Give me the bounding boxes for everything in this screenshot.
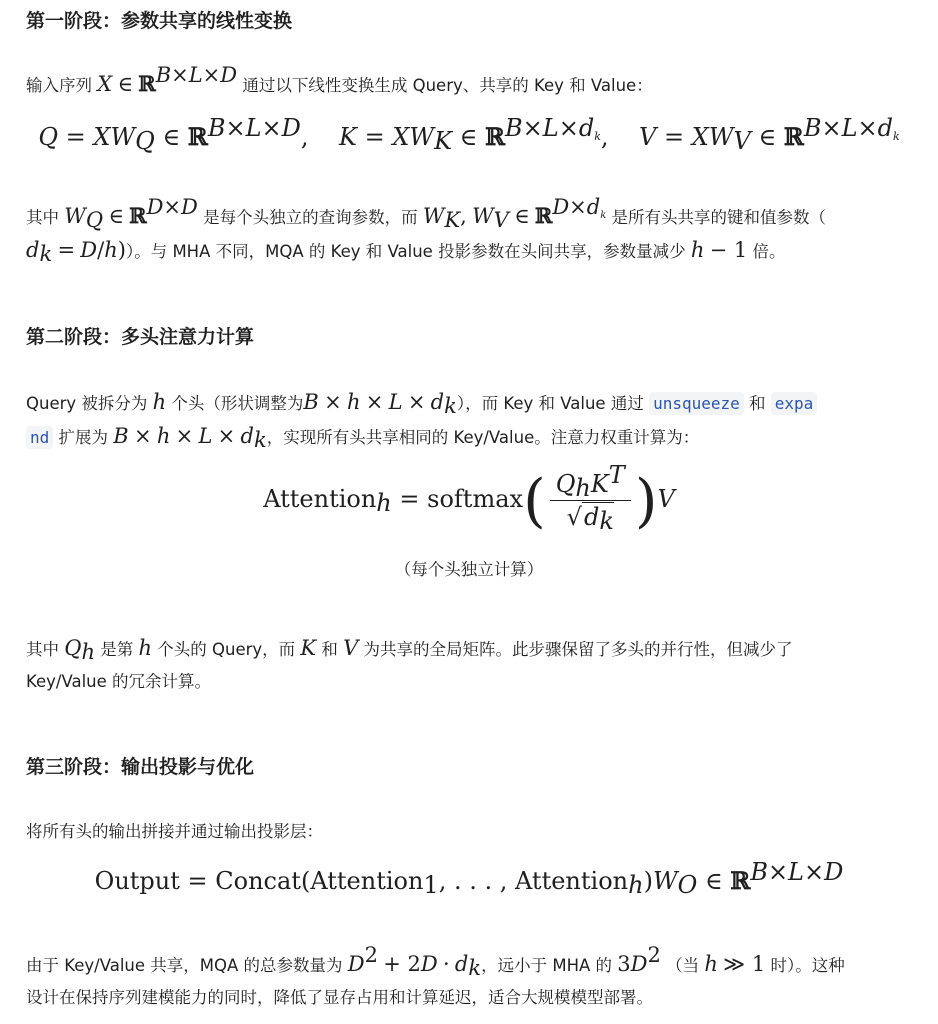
shared-matrix-paragraph: 其中 $Q_h$ 是第 h 个头的 Query，而 K 和 V 为共享的全局矩阵。此步骤保留了多头的并行性，但减少了 Key/Value 的冗余计算。 <box>26 636 793 691</box>
equation-output: Output = Concat(Attention$_1$, . . . , $Attention_h)W_O$ ∈ ℝ$^{B\times L\times D}$ <box>94 858 844 899</box>
section-3-p1 <box>26 816 926 848</box>
section-1-heading: 第一阶段：参数共享的线性变换 <box>26 10 293 32</box>
equation-qkv: $Q = XW_Q$ ∈ ℝ$^{B\times L\times D}$, $K = XW_K$ ∈ ℝ$^{B\times L\times d_k}$, $V = XW_V$ ∈ ℝ$^{B\times L\times d_k}$ <box>38 114 900 155</box>
section-2-heading: 第二阶段：多头注意力计算 <box>26 326 255 348</box>
section-2 <box>26 324 926 350</box>
code-unsqueeze: unsqueeze <box>649 392 744 415</box>
concat-intro: 将所有头的输出拼接并通过输出投影层： <box>26 822 323 841</box>
section-2-p2 <box>26 632 926 698</box>
section-3-p2 <box>26 943 926 1014</box>
param-count-paragraph: 由于 Key/Value 共享，MQA 的总参数量为 $D^2 + 2D \cdot d_k$，远小于 MHA 的 $3D^2$ （当 h ≫ 1 时）。这种 设计在保持序列建模能力的同时，降低了显存占用和计算延迟，适合大规模模型部署。 <box>26 943 845 1007</box>
query-split-paragraph: Query 被拆分为 h 个头（形状调整为$B \times h \times L \times d_k$），而 Key 和 Value 通过 unsqueeze 和 expa nd 扩展为 $B \times h \times L \times d_k$，实现所有头共享相同的 Key/Value。注意力权重计算为： <box>26 386 926 454</box>
code-expand-part2: nd <box>26 426 53 449</box>
attention-note: （每个头独立计算） <box>394 560 544 579</box>
section-1-intro <box>26 63 926 102</box>
section-3 <box>26 754 926 780</box>
section-2-p1 <box>26 386 926 454</box>
section-3-heading: 第三阶段：输出投影与优化 <box>26 756 255 778</box>
intro-paragraph: 输入序列 X ∈ ℝ$^{B\times L\times D}$ 通过以下线性变换生成 Query、共享的 Key 和 Value： <box>26 63 653 96</box>
code-expand-part1: expa <box>771 392 818 415</box>
section-1-explain <box>26 195 926 268</box>
section-1 <box>26 8 926 34</box>
math-X-in-R: X <box>97 72 113 96</box>
attention-fraction: $\frac{Q_hK^T}{√d_k}$ <box>550 470 631 531</box>
explain-paragraph: 其中 $W_Q$ ∈ ℝ$^{D\times D}$ 是每个头独立的查询参数，而 $W_K$, $W_V$ ∈ ℝ$^{D\times d_k}$ 是所有头共享的键和值参数（ $d_k = D/h$)）。与 MHA 不同，MQA 的 Key 和 Value 投影参数在头间共享，参数量减少 h − 1 倍。 <box>26 195 827 266</box>
equation-attention: Attention$_h$ = softmax( $\frac{Q_hK^T}{√d_k}$ )V <box>263 461 675 535</box>
